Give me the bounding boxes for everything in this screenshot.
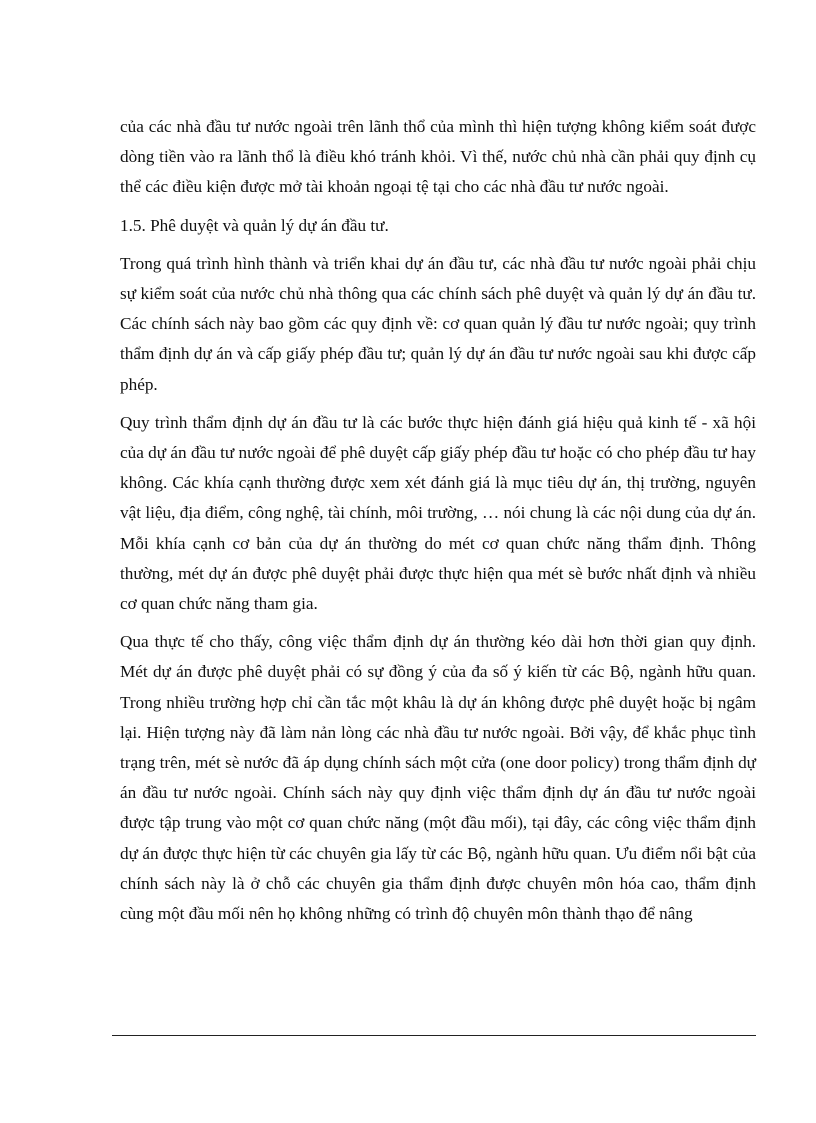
- paragraph-one-door-policy: Qua thực tế cho thấy, công việc thẩm định dự án thường kéo dài hơn thời gian quy định. Mét dự án được phê duyệt phải có sự đồng ý của đa số ý kiến từ các Bộ, ngành hữu quan. Trong nhiều trường hợp chỉ cần tắc một khâu là dự án không được phê duyệt hoặc bị ngâm lại. Hiện tượng này đã làm nản lòng các nhà đầu tư nước ngoài. Bởi vậy, để khắc phục tình trạng trên, mét sè nước đã áp dụng chính sách một cửa (one door policy) trong thẩm định dự án đầu tư nước ngoài. Chính sách này quy định việc thẩm định dự án đầu tư nước ngoài được tập trung vào một cơ quan chức năng (một đầu mối), tại đây, các công việc thẩm định dự án được thực hiện từ các chuyên gia lấy từ các Bộ, ngành hữu quan. Ưu điểm nổi bật của chính sách này là ở chỗ các chuyên gia thẩm định được chuyên môn hóa cao, thẩm định cùng một đầu mối nên họ không những có trình độ chuyên môn thành thạo để nâng: [120, 632, 756, 924]
- paragraph-appraisal-process: Quy trình thẩm định dự án đầu tư là các bước thực hiện đánh giá hiệu quả kinh tế - xã hội của dự án đầu tư nước ngoài để phê duyệt cấp giấy phép đầu tư hoặc có cho phép đầu tư hay không. Các khía cạnh thường được xem xét đánh giá là mục tiêu dự án, thị trường, nguyên vật liệu, địa điểm, công nghệ, tài chính, môi trường, … nói chung là các nội dung của dự án. Mỗi khía cạnh cơ bản của dự án thường do mét cơ quan chức năng thẩm định. Thông thường, mét dự án được phê duyệt phải được thực hiện qua mét sè bước nhất định và nhiều cơ quan chức năng tham gia.: [120, 412, 756, 614]
- section-heading: 1.5. Phê duyệt và quản lý dự án đầu tư.: [120, 215, 389, 235]
- page-body: [120, 112, 756, 929]
- paragraph-approval-policy: Trong quá trình hình thành và triển khai dự án đầu tư, các nhà đầu tư nước ngoài phải chịu sự kiểm soát của nước chủ nhà thông qua các chính sách phê duyệt và quản lý dự án đầu tư. Các chính sách này bao gồm các quy định về: cơ quan quản lý đầu tư nước ngoài; quy trình thẩm định dự án và cấp giấy phép đầu tư; quản lý dự án đầu tư nước ngoài sau khi được cấp phép.: [120, 253, 756, 394]
- footer-divider: [112, 1035, 756, 1036]
- paragraph-intro-continued: của các nhà đầu tư nước ngoài trên lãnh thổ của mình thì hiện tượng không kiểm soát được dòng tiền vào ra lãnh thổ là điều khó tránh khỏi. Vì thế, nước chủ nhà cần phải quy định cụ thể các điều kiện được mở tài khoản ngoại tệ tại cho các nhà đầu tư nước ngoài.: [120, 117, 756, 197]
